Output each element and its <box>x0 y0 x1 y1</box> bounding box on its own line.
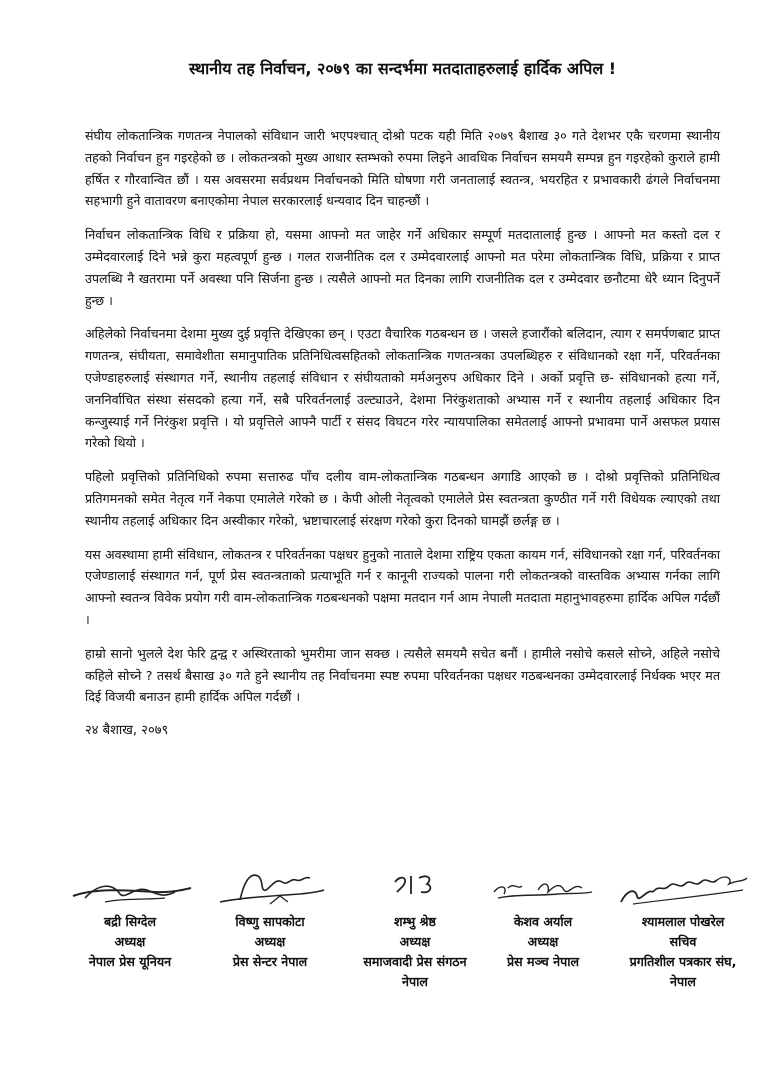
signatory-role: सचिव <box>669 934 697 949</box>
paragraph-6: हाम्रो सानो भुलले देश फेरि द्वन्द्व र अस्थिरताको भुमरीमा जान सक्छ । त्यसैले समयमै सचेत बनौं । हामीले नसोचे कसले सोच्ने, अहिले नसोचे कहिले सोच्ने ? तसर्थ बैसाख ३० गते हुने स्थानीय तह निर्वाचनमा स्पष्ट रुपमा परिवर्तनका पक्षधर गठबन्धनका उम्मेदवारलाई निर्धक्क भएर मत दिई विजयी बनाउन हामी हार्दिक अपिल गर्दछौं । <box>85 645 720 705</box>
signatory-name: बद्री सिग्देल <box>103 914 157 929</box>
signatory-role: अध्यक्ष <box>114 934 146 949</box>
signatory-name: श्यामलाल पोखरेल <box>641 914 725 929</box>
paragraph-2: निर्वाचन लोकतान्त्रिक विधि र प्रक्रिया हो, यसमा आफ्नो मत जाहेर गर्ने अधिकार सम्पूर्ण मतदातालाई हुन्छ । आफ्नो मत कस्तो दल र उम्मेदवारलाई दिने भन्ने कुरा महत्वपूर्ण हुन्छ । गलत राजनीतिक दल र उम्मेदवारलाई आफ्नो मत परेमा लोकतान्त्रिक विधि, प्रक्रिया र प्राप्त उपलब्धि नै खतरामा पर्ने अवस्था पनि सिर्जना हुन्छ । त्यसैले आफ्नो मत दिनका लागि राजनीतिक दल र उम्मेदवार छनौटमा धेरै ध्यान दिनुपर्ने हुन्छ । <box>85 227 720 308</box>
signatory-3 <box>340 868 490 992</box>
signatory-role: अध्यक्ष <box>527 934 559 949</box>
handwritten-signature-1 <box>65 868 195 910</box>
document-title: स्थानीय तह निर्वाचन, २०७९ का सन्दर्भमा मतदाताहरुलाई हार्दिक अपिल ! <box>188 59 617 78</box>
signatory-org: प्रेस सेन्टर नेपाल <box>232 954 308 969</box>
signatory-org: समाजवादी प्रेस संगठन <box>363 954 467 969</box>
signatory-org-line-2: नेपाल <box>402 974 428 989</box>
signatory-org: प्रेस मञ्च नेपाल <box>506 954 580 969</box>
paragraph-3: अहिलेको निर्वाचनमा देशमा मुख्य दुई प्रवृत्ति देखिएका छन् । एउटा वैचारिक गठबन्धन छ । जसले हजारौंको बलिदान, त्याग र समर्पणबाट प्राप्त गणतन्त्र, संघीयता, समावेशीता समानुपातिक प्रतिनिधित्वसहितको लोकतान्त्रिक गणतन्त्रका उपलब्धिहरु र संविधानको रक्षा गर्ने, परिवर्तनका एजेण्डाहरुलाई संस्थागत गर्ने, स्थानीय तहलाई संविधान र संघीयताको मर्मअनुरुप अधिकार दिने । अर्को प्रवृत्ति छ- संविधानको हत्या गर्ने, जननिर्वाचित संस्था संसदको हत्या गर्ने, सबै परिवर्तनलाई उल्ट्याउने, देशमा निरंकुशताको अभ्यास गर्ने र स्थानीय तहलाई अधिकार दिन कन्जुस्याई गर्ने निरंकुश प्रवृत्ति । यो प्रवृत्तिले आफ्नै पार्टी र संसद विघटन गरेर न्यायपालिका समेतलाई आफ्नो प्रभावमा पार्ने असफल प्रयास गरेको थियो । <box>85 326 720 451</box>
handwritten-signature-2 <box>210 868 330 910</box>
signatory-role: अध्यक्ष <box>254 934 286 949</box>
document-date: २४ बैशाख, २०७९ <box>85 723 169 739</box>
handwritten-signature-5 <box>613 868 753 910</box>
paragraph-5: यस अवस्थामा हामी संविधान, लोकतन्त्र र परिवर्तनका पक्षधर हुनुको नाताले देशमा राष्ट्रिय एकता कायम गर्न, संविधानको रक्षा गर्न, परिवर्तनका एजेण्डालाई संस्थागत गर्न, पूर्ण प्रेस स्वतन्त्रताको प्रत्याभूति गर्न र कानूनी राज्यको पालना गरी लोकतन्त्रको वास्तविक अभ्यास गर्नका लागि आफ्नो स्वतन्त्र विवेक प्रयोग गरी वाम-लोकतान्त्रिक गठबन्धनको पक्षमा मतदान गर्न आम नेपाली मतदाता महानुभावहरुमा हार्दिक अपिल गर्दछौं । <box>85 546 720 627</box>
signature-block <box>60 868 760 1068</box>
paragraph-4: पहिलो प्रवृत्तिको प्रतिनिधिको रुपमा सत्तारुढ पाँच दलीय वाम-लोकतान्त्रिक गठबन्धन अगाडि आएको छ । दोश्रो प्रवृत्तिको प्रतिनिधित्व प्रतिगमनको समेत नेतृत्व गर्ने नेकपा एमालेले गरेको छ । केपी ओली नेतृत्वको एमालेले प्रेस स्वतन्त्रता कुण्ठीत गर्ने गरी विधेयक ल्याएको तथा स्थानीय तहलाई अधिकार दिन अस्वीकार गरेको, भ्रष्टाचारलाई संरक्षण गरेको कुरा दिनको घामझैं छर्लङ्ग छ । <box>85 469 720 528</box>
signatory-role: अध्यक्ष <box>399 934 431 949</box>
signatory-org: नेपाल प्रेस यूनियन <box>88 954 172 969</box>
signatory-2 <box>200 868 340 972</box>
signatory-name: केशव अर्याल <box>513 914 573 929</box>
handwritten-signature-4 <box>488 868 598 910</box>
paragraph-1: संघीय लोकतान्त्रिक गणतन्त्र नेपालको संविधान जारी भएपश्चात् दोश्रो पटक यही मिति २०७९ बैशाख ३० गते देशभर एकै चरणमा स्थानीय तहको निर्वाचन हुन गइरहेको छ । लोकतन्त्रको मुख्य आधार स्तम्भको रुपमा लिइने आवधिक निर्वाचन समयमै सम्पन्न हुन गइरहेको कुराले हामी हर्षित र गौरवान्वित छौं । यस अवसरमा सर्वप्रथम निर्वाचनको मिति घोषणा गरी जनतालाई स्वतन्त्र, भयरहित र प्रभावकारी ढंगले निर्वाचनमा सहभागी हुने वातावरण बनाएकोमा नेपाल सरकारलाई धन्यवाद दिन चाहन्छौं । <box>85 128 720 209</box>
signatory-5 <box>608 868 758 992</box>
signatory-name: विष्णु सापकोटा <box>235 914 305 929</box>
signatory-1 <box>60 868 200 972</box>
signatory-org-line-2: नेपाल <box>670 974 696 989</box>
signatory-4 <box>478 868 608 972</box>
handwritten-signature-3 <box>385 868 445 910</box>
signatory-name: शम्भु श्रेष्ठ <box>394 914 436 929</box>
signatory-org: प्रगतिशील पत्रकार संघ, <box>629 954 737 969</box>
